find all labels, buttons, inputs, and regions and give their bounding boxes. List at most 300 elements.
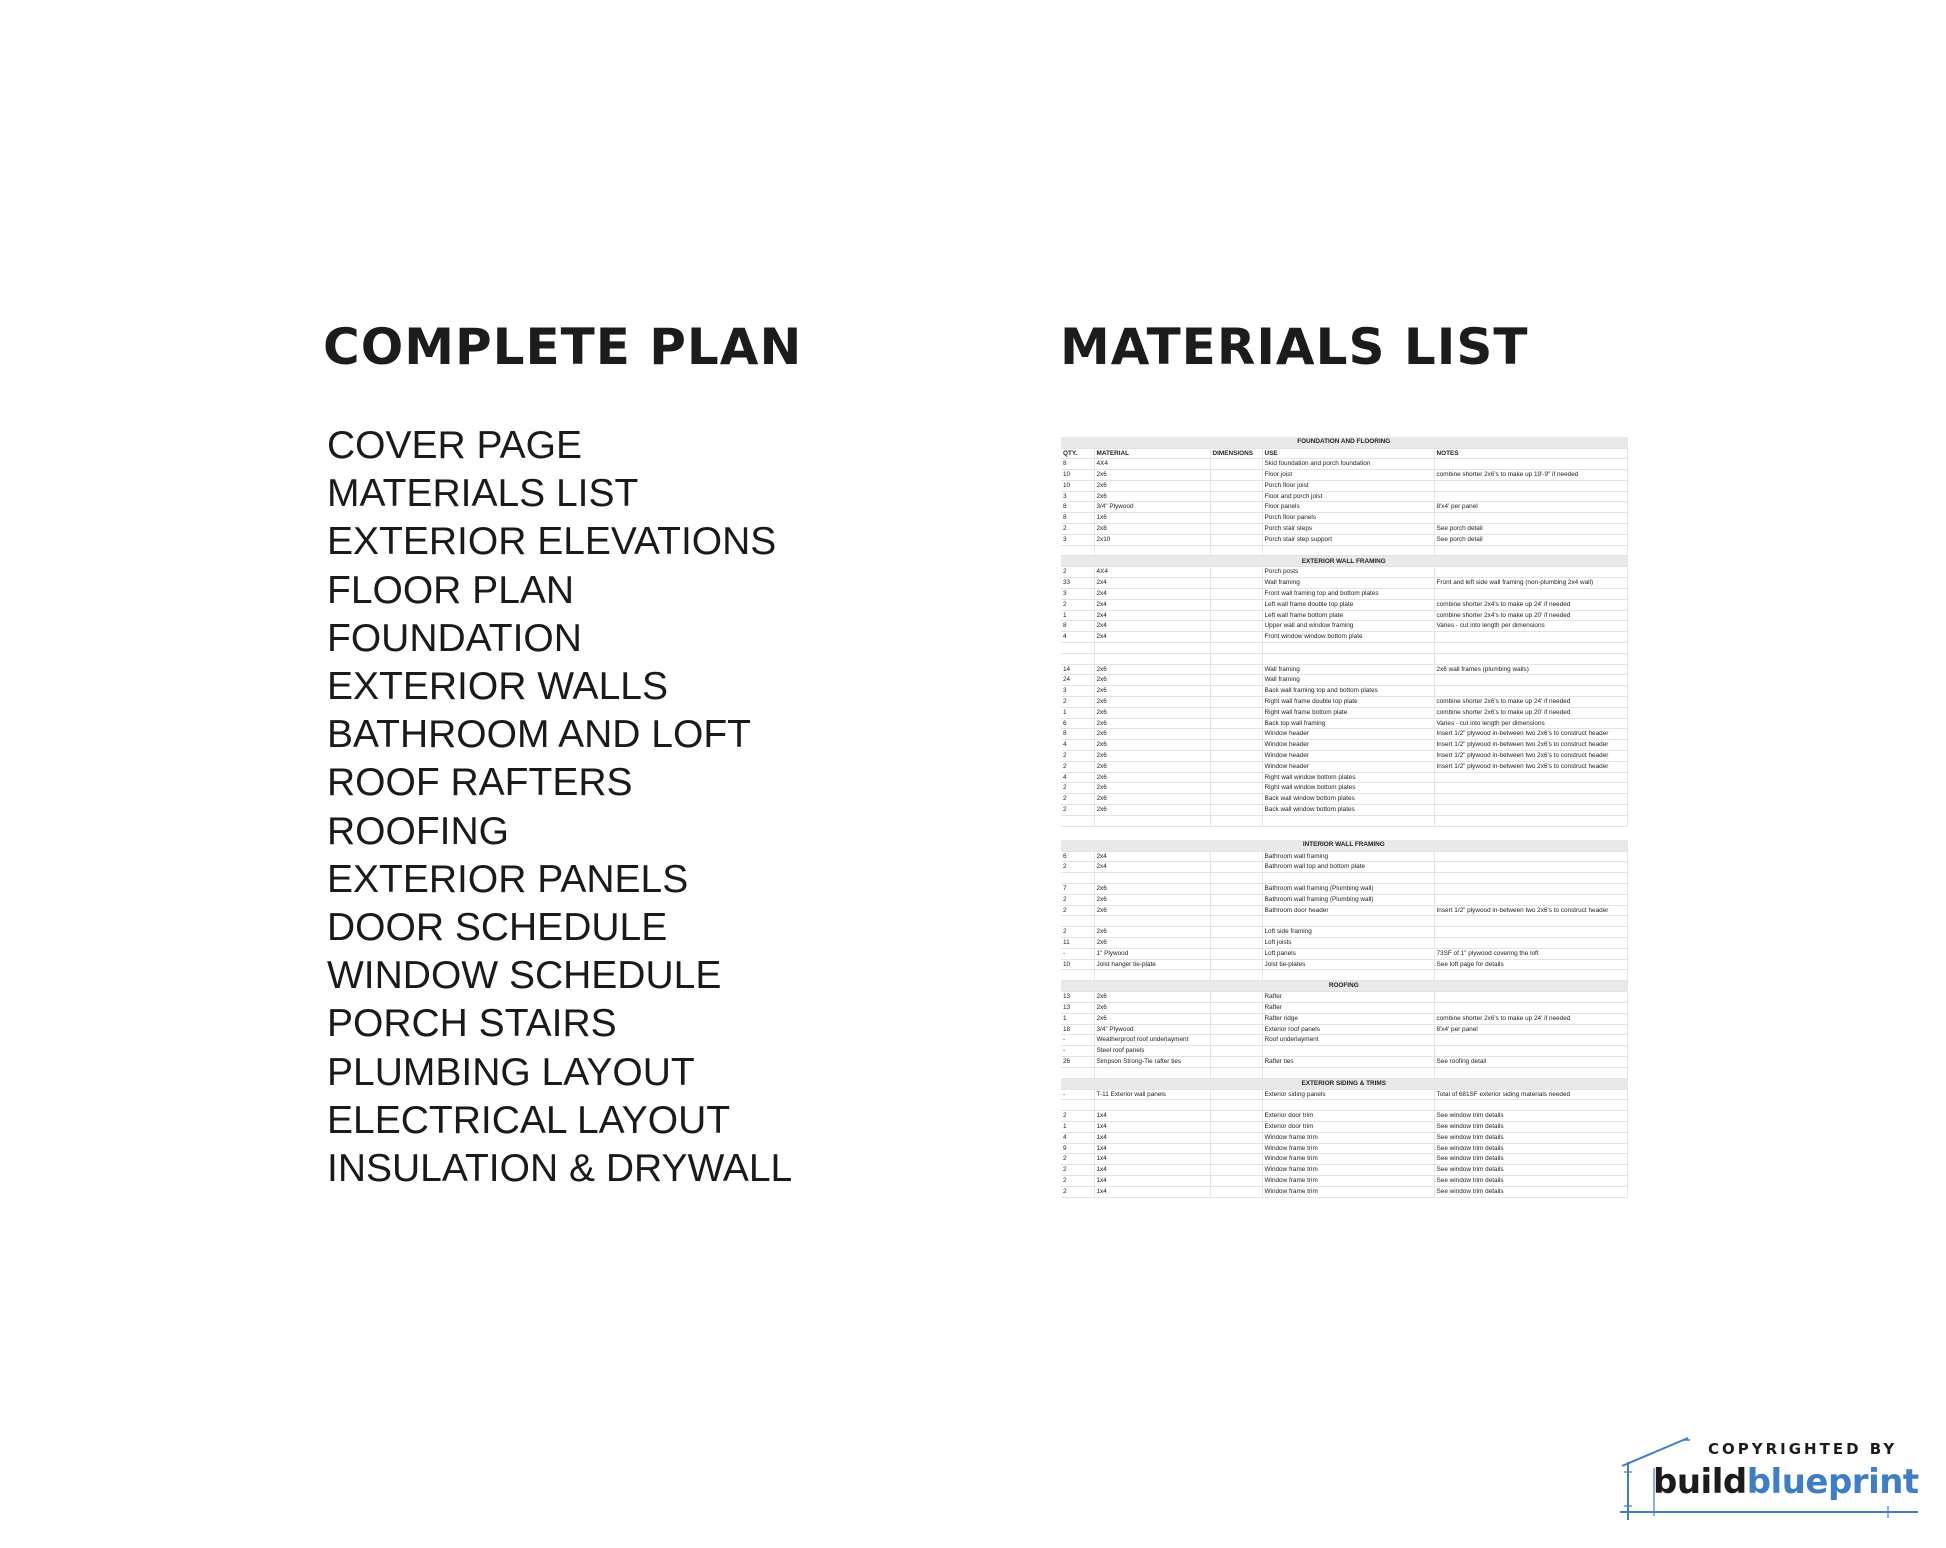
table-row <box>1061 794 1627 805</box>
table-cell <box>1434 1035 1627 1046</box>
table-cell: 10 <box>1061 480 1094 491</box>
table-cell <box>1434 675 1627 686</box>
table-cell: 2 <box>1061 1175 1094 1186</box>
table-cell: 10 <box>1061 470 1094 481</box>
column-header: DIMENSIONS <box>1210 448 1262 459</box>
table-cell: 3 <box>1061 686 1094 697</box>
table-cell: Window frame trim <box>1262 1165 1434 1176</box>
table-cell: 2x4 <box>1094 851 1210 862</box>
table-row <box>1061 1143 1627 1154</box>
table-cell <box>1210 740 1262 751</box>
table-cell: Wall framing <box>1262 578 1434 589</box>
table-cell: Insert 1/2" plywood in-between two 2x6's to construct header <box>1434 729 1627 740</box>
section-title: ROOFING <box>1061 981 1627 992</box>
table-cell <box>1210 707 1262 718</box>
table-section-header <box>1061 1078 1627 1089</box>
table-cell <box>1061 1100 1094 1111</box>
table-cell <box>1434 545 1627 556</box>
table-row <box>1061 1002 1627 1013</box>
table-cell: 1x4 <box>1094 1121 1210 1132</box>
table-cell: 2x6 <box>1094 470 1210 481</box>
table-cell: Wall framing <box>1262 675 1434 686</box>
table-cell: 2 <box>1061 927 1094 938</box>
table-cell: 4 <box>1061 632 1094 643</box>
table-cell <box>1094 653 1210 664</box>
table-cell <box>1434 794 1627 805</box>
table-cell <box>1210 862 1262 873</box>
table-cell: 2x6 <box>1094 686 1210 697</box>
table-cell: 2x6 <box>1094 718 1210 729</box>
table-cell: 7 <box>1061 883 1094 894</box>
table-cell: Loft side framing <box>1262 927 1434 938</box>
table-cell: See roofing detail <box>1434 1056 1627 1067</box>
table-cell: Insert 1/2" plywood in-between two 2x6's to construct header <box>1434 740 1627 751</box>
table-cell: 2 <box>1061 783 1094 794</box>
table-cell: See loft page for details <box>1434 959 1627 970</box>
table-cell: Loft joists <box>1262 937 1434 948</box>
table-cell <box>1210 883 1262 894</box>
table-row <box>1061 1154 1627 1165</box>
table-cell <box>1210 794 1262 805</box>
table-cell: 2x6 <box>1094 772 1210 783</box>
table-cell: 2x10 <box>1094 534 1210 545</box>
table-cell: 8 <box>1061 621 1094 632</box>
table-cell: Upper wall and window framing <box>1262 621 1434 632</box>
table-row <box>1061 610 1627 621</box>
table-cell <box>1210 1067 1262 1078</box>
table-cell: 2x6 <box>1094 805 1210 816</box>
table-cell <box>1434 632 1627 643</box>
table-cell: 8 <box>1061 502 1094 513</box>
table-cell: Joist hanger tie-plate <box>1094 959 1210 970</box>
table-row <box>1061 707 1627 718</box>
table-cell <box>1210 675 1262 686</box>
table-row <box>1061 1111 1627 1122</box>
materials-table <box>1061 437 1628 1198</box>
table-cell: 4 <box>1061 740 1094 751</box>
table-cell <box>1434 589 1627 600</box>
plan-item: WINDOW SCHEDULE <box>327 954 722 998</box>
table-cell <box>1210 894 1262 905</box>
table-row <box>1061 1035 1627 1046</box>
table-cell: 3 <box>1061 491 1094 502</box>
table-cell: 2x6 <box>1094 740 1210 751</box>
table-cell <box>1434 643 1627 654</box>
table-cell <box>1210 480 1262 491</box>
table-cell <box>1210 1013 1262 1024</box>
table-cell <box>1210 873 1262 884</box>
table-row <box>1061 729 1627 740</box>
table-cell: Wall framing <box>1262 664 1434 675</box>
table-cell <box>1434 894 1627 905</box>
table-row <box>1061 1121 1627 1132</box>
table-cell <box>1210 948 1262 959</box>
table-row <box>1061 959 1627 970</box>
table-cell <box>1434 851 1627 862</box>
table-cell: See window trim details <box>1434 1154 1627 1165</box>
table-cell <box>1210 621 1262 632</box>
plan-item: PLUMBING LAYOUT <box>327 1050 695 1094</box>
table-section-header <box>1061 556 1627 567</box>
table-cell: Joist tie-plates <box>1262 959 1434 970</box>
plan-item: ROOF RAFTERS <box>327 761 633 805</box>
table-cell: 1 <box>1061 707 1094 718</box>
table-cell: 2 <box>1061 524 1094 535</box>
table-cell: Loft panels <box>1262 948 1434 959</box>
table-cell <box>1262 873 1434 884</box>
table-cell <box>1094 545 1210 556</box>
table-cell: 3 <box>1061 534 1094 545</box>
plan-item: FLOOR PLAN <box>327 568 575 612</box>
table-row <box>1061 718 1627 729</box>
table-cell: 2x6 <box>1094 675 1210 686</box>
table-cell: 4X4 <box>1094 567 1210 578</box>
table-cell <box>1210 1143 1262 1154</box>
table-cell: 2 <box>1061 599 1094 610</box>
table-cell: Rafter <box>1262 1002 1434 1013</box>
table-row <box>1061 1132 1627 1143</box>
table-cell <box>1210 1089 1262 1100</box>
table-cell: 2x4 <box>1094 599 1210 610</box>
table-cell: See window trim details <box>1434 1132 1627 1143</box>
table-row <box>1061 502 1627 513</box>
table-cell: Insert 1/2" plywood in-between two 2x6's to construct header <box>1434 751 1627 762</box>
table-cell: 13 <box>1061 992 1094 1003</box>
table-cell: combine shorter 2x4's to make up 20' if needed <box>1434 610 1627 621</box>
table-cell <box>1434 772 1627 783</box>
table-cell: Window frame trim <box>1262 1186 1434 1197</box>
table-cell: 2 <box>1061 1154 1094 1165</box>
plan-item: COVER PAGE <box>327 424 583 467</box>
table-cell <box>1094 1067 1210 1078</box>
table-spacer-row <box>1061 815 1627 826</box>
table-cell <box>1210 502 1262 513</box>
table-spacer-row <box>1061 916 1627 927</box>
table-cell: 2x4 <box>1094 621 1210 632</box>
table-cell <box>1061 653 1094 664</box>
materials-list-sheet <box>1061 437 1627 1201</box>
table-cell: 2x6 <box>1094 751 1210 762</box>
column-header: MATERIAL <box>1094 448 1210 459</box>
table-cell: 9 <box>1061 1143 1094 1154</box>
table-row <box>1061 534 1627 545</box>
table-cell <box>1061 970 1094 981</box>
table-cell: 2 <box>1061 862 1094 873</box>
table-cell <box>1434 1100 1627 1111</box>
table-section-header <box>1061 437 1627 448</box>
table-cell: 2x4 <box>1094 578 1210 589</box>
table-cell: 10 <box>1061 959 1094 970</box>
table-cell: Total of 681SF exterior siding materials needed <box>1434 1089 1627 1100</box>
table-row <box>1061 491 1627 502</box>
plan-item: INSULATION & DRYWALL <box>327 1147 793 1191</box>
table-cell: Right wall window bottom plates <box>1262 772 1434 783</box>
table-cell: 6 <box>1061 851 1094 862</box>
table-cell: Front window window bottom plate <box>1262 632 1434 643</box>
table-cell <box>1094 873 1210 884</box>
table-row <box>1061 664 1627 675</box>
table-cell: Varies - cut into length per dimensions <box>1434 718 1627 729</box>
table-spacer-row <box>1061 873 1627 884</box>
table-cell: 2 <box>1061 1186 1094 1197</box>
table-cell: Roof underlayment <box>1262 1035 1434 1046</box>
table-cell: 73SF of 1" plywood covering the loft <box>1434 948 1627 959</box>
plan-item: BATHROOM AND LOFT <box>327 713 751 757</box>
table-cell: Window header <box>1262 761 1434 772</box>
brand-blueprint: blueprint <box>1746 1462 1919 1502</box>
table-cell <box>1210 959 1262 970</box>
table-cell: 2x6 <box>1094 491 1210 502</box>
table-row <box>1061 470 1627 481</box>
table-cell <box>1210 513 1262 524</box>
table-cell: 8'x4' per panel <box>1434 502 1627 513</box>
table-cell: - <box>1061 948 1094 959</box>
table-row <box>1061 697 1627 708</box>
table-cell <box>1210 697 1262 708</box>
table-cell <box>1434 826 1627 840</box>
table-cell <box>1061 916 1094 927</box>
table-cell: 2x6 <box>1094 783 1210 794</box>
table-cell <box>1262 545 1434 556</box>
table-row <box>1061 1024 1627 1035</box>
table-cell <box>1434 815 1627 826</box>
table-row <box>1061 937 1627 948</box>
column-header: QTY. <box>1061 448 1094 459</box>
section-title: EXTERIOR WALL FRAMING <box>1061 556 1627 567</box>
table-cell: 2 <box>1061 697 1094 708</box>
table-cell <box>1210 1046 1262 1057</box>
table-cell <box>1061 873 1094 884</box>
table-cell: - <box>1061 1046 1094 1057</box>
table-cell: Simpson Strong-Tie rafter ties <box>1094 1056 1210 1067</box>
table-cell: Rafter ridge <box>1262 1013 1434 1024</box>
table-cell <box>1210 567 1262 578</box>
table-cell <box>1210 470 1262 481</box>
table-cell: Steel roof panels <box>1094 1046 1210 1057</box>
table-row <box>1061 599 1627 610</box>
table-cell: combine shorter 2x6's to make up 20' if needed <box>1434 707 1627 718</box>
table-cell <box>1434 927 1627 938</box>
table-cell <box>1210 664 1262 675</box>
table-cell: Window header <box>1262 729 1434 740</box>
table-row <box>1061 1056 1627 1067</box>
table-cell: 2x8 <box>1094 524 1210 535</box>
table-cell: Window frame trim <box>1262 1154 1434 1165</box>
table-cell <box>1262 653 1434 664</box>
table-cell <box>1210 783 1262 794</box>
table-cell: Porch stair step support <box>1262 534 1434 545</box>
table-row <box>1061 459 1627 470</box>
table-cell: Floor joist <box>1262 470 1434 481</box>
table-cell <box>1434 513 1627 524</box>
table-cell: 2x6 <box>1094 664 1210 675</box>
table-cell: 1 <box>1061 610 1094 621</box>
table-cell: 2x6 <box>1094 937 1210 948</box>
brand-wordmark <box>1653 1462 1919 1502</box>
table-cell: 2x6 <box>1094 794 1210 805</box>
table-cell: combine shorter 2x6's to make up 24' if needed <box>1434 1013 1627 1024</box>
table-cell: Insert 1/2" plywood in-between two 2x6's to construct header <box>1434 761 1627 772</box>
section-title: FOUNDATION AND FLOORING <box>1061 437 1627 448</box>
table-cell: 1x4 <box>1094 1143 1210 1154</box>
table-row <box>1061 524 1627 535</box>
table-spacer-row <box>1061 1100 1627 1111</box>
table-cell <box>1210 643 1262 654</box>
table-cell: See window trim details <box>1434 1175 1627 1186</box>
table-cell: Porch posts <box>1262 567 1434 578</box>
build-blueprint-logo <box>1618 1432 1918 1522</box>
table-cell <box>1061 815 1094 826</box>
table-cell: 1x4 <box>1094 1186 1210 1197</box>
table-cell <box>1210 459 1262 470</box>
table-cell: Back wall window bottom plates <box>1262 805 1434 816</box>
table-cell <box>1210 491 1262 502</box>
section-title: INTERIOR WALL FRAMING <box>1061 840 1627 851</box>
table-cell: 1 <box>1061 1013 1094 1024</box>
table-cell <box>1210 1186 1262 1197</box>
table-cell <box>1210 1175 1262 1186</box>
table-cell: Back wall framing top and bottom plates <box>1262 686 1434 697</box>
table-row <box>1061 1013 1627 1024</box>
table-cell <box>1210 772 1262 783</box>
table-cell <box>1061 1067 1094 1078</box>
brand-build: build <box>1653 1462 1747 1502</box>
table-cell <box>1210 632 1262 643</box>
table-cell <box>1210 905 1262 916</box>
table-cell <box>1434 916 1627 927</box>
table-cell <box>1262 970 1434 981</box>
table-cell: Exterior siding panels <box>1262 1089 1434 1100</box>
table-cell: Rafter <box>1262 992 1434 1003</box>
table-cell <box>1210 534 1262 545</box>
table-cell: Weatherproof roof underlayment <box>1094 1035 1210 1046</box>
table-cell <box>1210 751 1262 762</box>
table-cell <box>1434 783 1627 794</box>
table-cell: Window frame trim <box>1262 1143 1434 1154</box>
table-cell: Window frame trim <box>1262 1132 1434 1143</box>
table-row <box>1061 686 1627 697</box>
table-cell: See window trim details <box>1434 1111 1627 1122</box>
table-row <box>1061 589 1627 600</box>
table-row <box>1061 772 1627 783</box>
table-cell: Right wall frame bottom plate <box>1262 707 1434 718</box>
table-cell <box>1210 1100 1262 1111</box>
table-cell: 8 <box>1061 729 1094 740</box>
table-row <box>1061 740 1627 751</box>
plan-item: MATERIALS LIST <box>327 472 639 516</box>
table-cell: 2x6 <box>1094 1013 1210 1024</box>
table-cell <box>1262 826 1434 840</box>
table-cell: combine shorter 2x6's to make up 19'-9" if needed <box>1434 470 1627 481</box>
table-cell: 8 <box>1061 513 1094 524</box>
table-cell <box>1210 610 1262 621</box>
table-row <box>1061 621 1627 632</box>
table-cell: 11 <box>1061 937 1094 948</box>
table-cell: 1x6 <box>1094 513 1210 524</box>
table-cell: Insert 1/2" plywood in-between two 2x6's to construct header <box>1434 905 1627 916</box>
table-cell <box>1210 851 1262 862</box>
table-cell: Rafter ties <box>1262 1056 1434 1067</box>
table-cell: 1" Plywood <box>1094 948 1210 959</box>
table-cell: 2 <box>1061 1165 1094 1176</box>
table-row <box>1061 567 1627 578</box>
table-cell: 2 <box>1061 761 1094 772</box>
table-cell <box>1434 1067 1627 1078</box>
table-row <box>1061 992 1627 1003</box>
table-cell <box>1210 718 1262 729</box>
table-cell <box>1061 545 1094 556</box>
plan-item: EXTERIOR WALLS <box>327 665 668 709</box>
table-cell: Exterior door trim <box>1262 1121 1434 1132</box>
table-spacer-row <box>1061 545 1627 556</box>
table-spacer-row <box>1061 970 1627 981</box>
table-cell: 4 <box>1061 772 1094 783</box>
table-cell: 8'x4' per panel <box>1434 1024 1627 1035</box>
table-cell: 3/4" Plywood <box>1094 502 1210 513</box>
table-cell <box>1210 1035 1262 1046</box>
table-cell: Window header <box>1262 751 1434 762</box>
table-cell: 2x6 <box>1094 883 1210 894</box>
table-cell: 2x6 <box>1094 761 1210 772</box>
table-cell: combine shorter 2x6's to make up 24' if needed <box>1434 697 1627 708</box>
materials-list-heading: MATERIALS LIST <box>1060 318 1529 376</box>
table-cell: See porch detail <box>1434 534 1627 545</box>
table-cell <box>1262 643 1434 654</box>
table-row <box>1061 480 1627 491</box>
table-cell: Window header <box>1262 740 1434 751</box>
table-row <box>1061 675 1627 686</box>
table-cell: 2x4 <box>1094 589 1210 600</box>
table-row <box>1061 851 1627 862</box>
plan-item: EXTERIOR PANELS <box>327 857 689 901</box>
table-cell <box>1434 1002 1627 1013</box>
table-cell: Skid foundation and porch foundation <box>1262 459 1434 470</box>
table-row <box>1061 513 1627 524</box>
table-cell: 2x6 wall frames (plumbing walls) <box>1434 664 1627 675</box>
table-cell: Right wall frame double top plate <box>1262 697 1434 708</box>
table-cell: 2 <box>1061 905 1094 916</box>
table-cell <box>1434 805 1627 816</box>
table-cell: 2x6 <box>1094 707 1210 718</box>
table-cell: 2x6 <box>1094 480 1210 491</box>
table-cell: Front and left side wall framing (non-plumbing 2x4 wall) <box>1434 578 1627 589</box>
table-cell: Back wall window bottom plates <box>1262 794 1434 805</box>
table-row <box>1061 578 1627 589</box>
table-cell <box>1210 826 1262 840</box>
table-cell: Window frame trim <box>1262 1175 1434 1186</box>
table-cell: 2x4 <box>1094 632 1210 643</box>
table-cell <box>1210 937 1262 948</box>
table-cell: combine shorter 2x4's to make up 24' if needed <box>1434 599 1627 610</box>
table-cell <box>1094 643 1210 654</box>
table-cell <box>1210 761 1262 772</box>
table-cell <box>1094 970 1210 981</box>
table-cell: 24 <box>1061 675 1094 686</box>
table-cell: 1x4 <box>1094 1132 1210 1143</box>
table-cell <box>1094 1100 1210 1111</box>
table-cell <box>1434 653 1627 664</box>
table-cell: Porch floor panels <box>1262 513 1434 524</box>
table-row <box>1061 1165 1627 1176</box>
table-cell: 1x4 <box>1094 1175 1210 1186</box>
table-cell: Varies - cut into length per dimensions <box>1434 621 1627 632</box>
table-row <box>1061 1175 1627 1186</box>
table-cell <box>1434 883 1627 894</box>
table-cell <box>1434 480 1627 491</box>
table-row <box>1061 862 1627 873</box>
copyrighted-by-label: COPYRIGHTED BY <box>1708 1440 1898 1458</box>
table-cell <box>1210 927 1262 938</box>
